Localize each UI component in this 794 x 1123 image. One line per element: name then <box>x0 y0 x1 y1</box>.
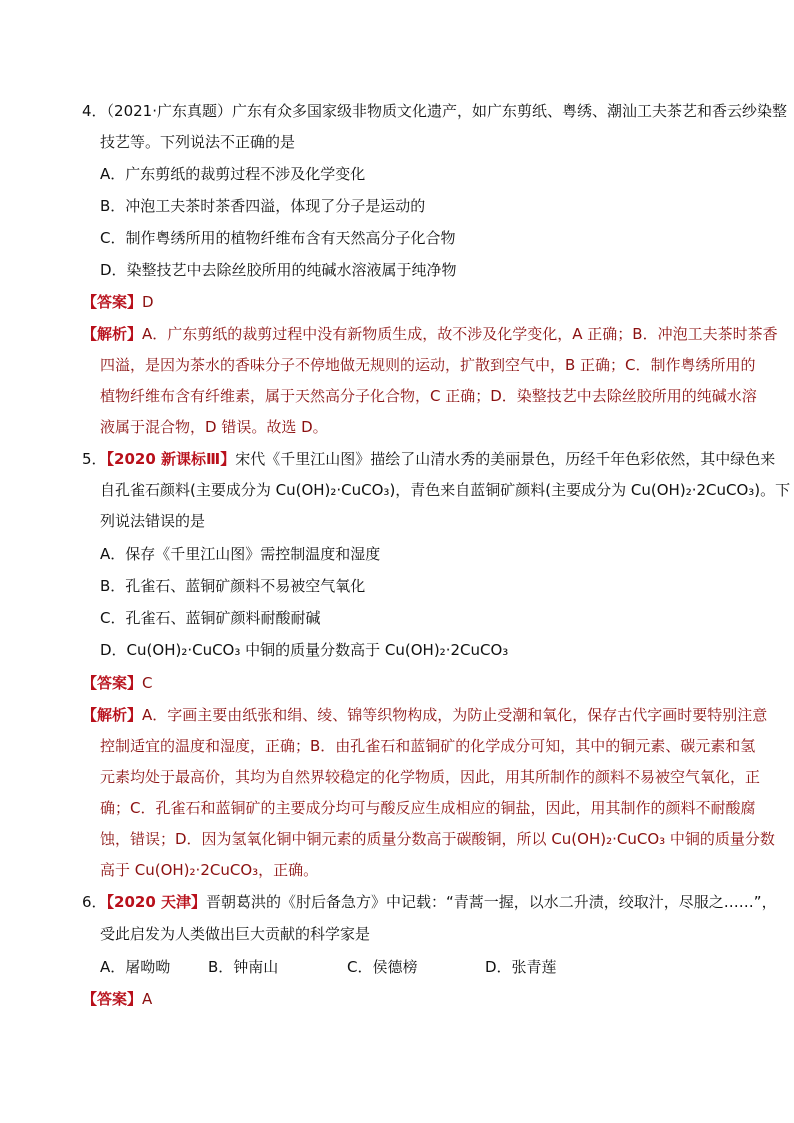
q5-analysis-line6: 高于 Cu(OH)₂·2CuCO₃，正确。 <box>100 861 319 879</box>
q6-options-row <box>100 953 700 981</box>
q4-answer-line <box>82 288 154 316</box>
q5-answer-tag: 【答案】 <box>82 674 143 692</box>
q5-option-b: B．孔雀石、蓝铜矿颜料不易被空气氧化 <box>100 577 366 595</box>
q4-stem-line1 <box>82 97 787 125</box>
q5-answer-line <box>82 669 153 697</box>
q6-option-d: D．张青莲 <box>485 958 557 976</box>
q4-source: （2021·广东真题） <box>106 102 232 120</box>
q4-option-d: D．染整技艺中去除丝胶所用的纯碱水溶液属于纯净物 <box>100 261 457 279</box>
q4-option-c: C．制作粤绣所用的植物纤维布含有天然高分子化合物 <box>100 229 456 247</box>
q4-analysis-line2: 四溢，是因为茶水的香味分子不停地做无规则的运动，扩散到空气中，B 正确；C．制作粤绣所用的 <box>100 356 756 374</box>
q5-option-c: C．孔雀石、蓝铜矿颜料耐酸耐碱 <box>100 609 321 627</box>
q5-analysis-line5: 蚀，错误；D．因为氢氧化铜中铜元素的质量分数高于碳酸铜，所以 Cu(OH)₂·CuCO₃ 中铜的质量分数 <box>100 830 775 848</box>
q5-answer: C <box>142 674 153 692</box>
q4-analysis-tag: 【解析】 <box>82 325 143 343</box>
q5-analysis-text1: A．字画主要由纸张和绢、绫、锦等织物构成，为防止受潮和氧化，保存古代字画时要特别注意 <box>142 706 768 724</box>
q5-stem-line1 <box>82 445 775 473</box>
q4-analysis-line3: 植物纤维布含有纤维素，属于天然高分子化合物，C 正确；D．染整技艺中去除丝胶所用的纯碱水溶 <box>100 387 757 405</box>
q4-number: 4． <box>82 102 107 120</box>
q4-answer-tag: 【答案】 <box>82 293 143 311</box>
q5-analysis-line4: 确；C．孔雀石和蓝铜矿的主要成分均可与酸反应生成相应的铜盐，因此，用其制作的颜料不耐酸腐 <box>100 799 756 817</box>
q6-answer: A <box>142 990 153 1008</box>
q4-stem-line2: 技艺等。下列说法不正确的是 <box>100 133 296 151</box>
q5-analysis-line3: 元素均处于最高价，其均为自然界较稳定的化学物质，因此，用其所制作的颜料不易被空气氧化，正 <box>100 768 761 786</box>
q4-analysis-line1 <box>82 320 778 348</box>
q6-number: 6． <box>82 893 107 911</box>
q6-stem-text1: 晋朝葛洪的《肘后备急方》中记载：“青蒿一握，以水二升渍，绞取汁，尽服之……”， <box>206 893 777 911</box>
q5-stem-line3: 列说法错误的是 <box>100 512 206 530</box>
q6-source: 【2020 天津】 <box>106 893 207 911</box>
q5-analysis-tag: 【解析】 <box>82 706 143 724</box>
q6-option-c: C．侯德榜 <box>347 958 418 976</box>
q4-option-a: A．广东剪纸的裁剪过程不涉及化学变化 <box>100 165 366 183</box>
q6-answer-tag: 【答案】 <box>82 990 143 1008</box>
q5-analysis-line1 <box>82 701 767 729</box>
q6-option-b: B．钟南山 <box>208 958 279 976</box>
q5-number: 5． <box>82 450 107 468</box>
q5-source: 【2020 新课标Ⅲ】 <box>106 450 236 468</box>
q4-answer: D <box>142 293 154 311</box>
q5-analysis-line2: 控制适宜的温度和湿度，正确；B．由孔雀石和蓝铜矿的化学成分可知，其中的铜元素、碳元素和氢 <box>100 737 756 755</box>
q6-option-a: A．屠呦呦 <box>100 958 171 976</box>
q6-answer-line <box>82 985 152 1013</box>
q4-analysis-line4: 液属于混合物，D 错误。故选 D。 <box>100 418 328 436</box>
q4-stem-text1: 广东有众多国家级非物质文化遗产，如广东剪纸、粤绣、潮汕工夫茶艺和香云纱染整 <box>232 102 788 120</box>
q5-stem-text1: 宋代《千里江山图》描绘了山清水秀的美丽景色，历经千年色彩依然，其中绿色来 <box>235 450 776 468</box>
q4-option-b: B．冲泡工夫茶时茶香四溢，体现了分子是运动的 <box>100 197 426 215</box>
q5-option-d: D．Cu(OH)₂·CuCO₃ 中铜的质量分数高于 Cu(OH)₂·2CuCO₃ <box>100 641 509 659</box>
q6-stem-line1 <box>82 888 777 916</box>
q5-option-a: A．保存《千里江山图》需控制温度和湿度 <box>100 545 381 563</box>
q5-stem-line2: 自孔雀石颜料(主要成分为 Cu(OH)₂·CuCO₃)，青色来自蓝铜矿颜料(主要成分为 Cu(OH)₂·2CuCO₃)。下 <box>100 481 791 499</box>
q6-stem-line2: 受此启发为人类做出巨大贡献的科学家是 <box>100 925 371 943</box>
q4-analysis-text1: A．广东剪纸的裁剪过程中没有新物质生成，故不涉及化学变化，A 正确；B．冲泡工夫茶时茶香 <box>142 325 778 343</box>
